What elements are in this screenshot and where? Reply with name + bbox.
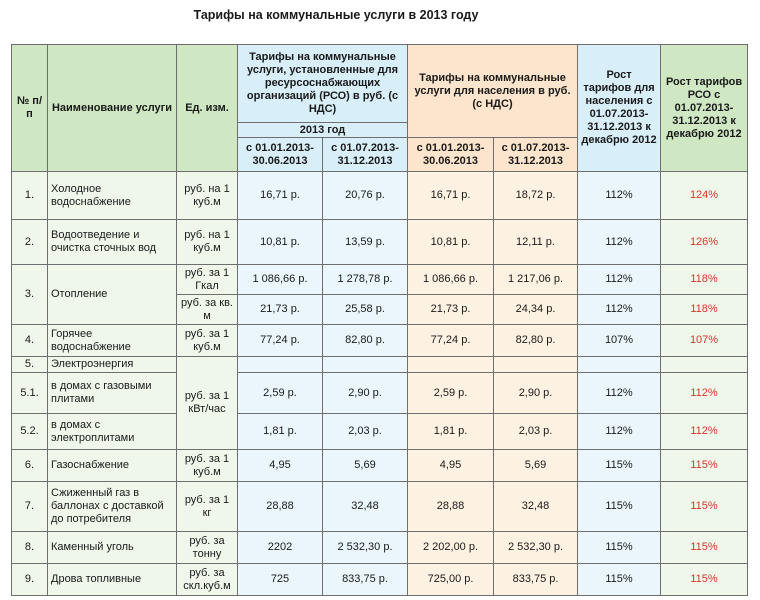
row-growth-pop: 112% [578,373,661,414]
row-rso2: 1 278,78 р. [323,265,408,295]
row-pop2: 833,75 р. [494,564,578,596]
row-growth-pop [578,357,661,373]
row-rso1: 1,81 р. [238,414,323,450]
row-name: Дрова топливные [48,564,177,596]
header-pop-period1: с 01.01.2013-30.06.2013 [408,138,494,172]
row-pop2: 2 532,30 р. [494,532,578,564]
row-rso2: 2,03 р. [323,414,408,450]
row-pop1: 4,95 [408,450,494,482]
row-no: 9. [12,564,48,596]
row-rso2: 82,80 р. [323,325,408,357]
row-rso2: 13,59 р. [323,220,408,265]
row-rso1: 77,24 р. [238,325,323,357]
row-no: 5. [12,357,48,373]
row-unit: руб. на 1 куб.м [177,172,238,220]
header-rso-group: Тарифы на коммунальные услуги, установленные для ресурсоснабжающих организаций (РСО) в руб. (с НДС) [238,45,408,123]
row-growth-pop: 112% [578,220,661,265]
table-row [12,532,748,564]
row-pop2: 1 217,06 р. [494,265,578,295]
row-name: Отопление [48,265,177,325]
row-pop2 [494,357,578,373]
row-name: Газоснабжение [48,450,177,482]
row-rso1: 10,81 р. [238,220,323,265]
row-pop1: 10,81 р. [408,220,494,265]
row-rso1 [238,357,323,373]
row-growth-rso: 124% [661,172,748,220]
row-pop1: 28,88 [408,482,494,532]
row-rso2: 20,76 р. [323,172,408,220]
row-rso2 [323,357,408,373]
header-unit: Ед. изм. [177,45,238,172]
row-rso1: 28,88 [238,482,323,532]
table-row [12,265,748,295]
row-growth-rso: 107% [661,325,748,357]
row-pop1: 21,73 р. [408,295,494,325]
row-pop1: 77,24 р. [408,325,494,357]
row-rso1: 4,95 [238,450,323,482]
row-pop1: 1 086,66 р. [408,265,494,295]
row-name: Электроэнергия [48,357,177,373]
row-pop2: 12,11 р. [494,220,578,265]
row-no: 5.1. [12,373,48,414]
row-name: Холодное водоснабжение [48,172,177,220]
row-unit: руб. за кв. м [177,295,238,325]
row-name: Водоотведение и очистка сточных вод [48,220,177,265]
row-rso1: 16,71 р. [238,172,323,220]
header-growth-rso: Рост тарифов РСО с 01.07.2013-31.12.2013 к декабрю 2012 [661,45,748,172]
row-unit: руб. за 1 кВт/час [177,357,238,450]
header-growth-pop: Рост тарифов для населения с 01.07.2013-31.12.2013 к декабрю 2012 [578,45,661,172]
header-year: 2013 год [238,123,408,138]
row-growth-pop: 115% [578,482,661,532]
row-growth-rso: 112% [661,414,748,450]
row-rso2: 2,90 р. [323,373,408,414]
row-no: 8. [12,532,48,564]
row-growth-rso: 115% [661,482,748,532]
table-row [12,482,748,532]
table-row [12,373,748,414]
row-unit: руб. за тонну [177,532,238,564]
row-growth-pop: 112% [578,295,661,325]
row-growth-rso: 115% [661,532,748,564]
row-rso1: 725 [238,564,323,596]
row-pop1: 725,00 р. [408,564,494,596]
row-pop2: 2,03 р. [494,414,578,450]
row-pop1: 2,59 р. [408,373,494,414]
row-rso1: 1 086,66 р. [238,265,323,295]
row-growth-pop: 112% [578,172,661,220]
row-rso2: 833,75 р. [323,564,408,596]
row-rso1: 2,59 р. [238,373,323,414]
row-pop1: 2 202,00 р. [408,532,494,564]
row-growth-pop: 107% [578,325,661,357]
page-title: Тарифы на коммунальные услуги в 2013 году [193,8,479,22]
row-no: 4. [12,325,48,357]
row-unit: руб. за 1 куб.м [177,325,238,357]
row-pop2: 18,72 р. [494,172,578,220]
row-growth-rso [661,357,748,373]
row-name: Сжиженный газ в баллонах с доставкой до потребителя [48,482,177,532]
table-row [12,172,748,220]
row-name: в домах с газовыми плитами [48,373,177,414]
header-pop-group: Тарифы на коммунальные услуги для населения в руб. (с НДС) [408,45,578,138]
header-pop-period2: с 01.07.2013-31.12.2013 [494,138,578,172]
row-growth-pop: 115% [578,532,661,564]
row-no: 2. [12,220,48,265]
row-no: 7. [12,482,48,532]
row-growth-pop: 115% [578,450,661,482]
row-pop1 [408,357,494,373]
tariff-table [11,44,748,596]
header-no: № п/п [12,45,48,172]
table-row [12,357,748,373]
row-unit: руб. за 1 кг [177,482,238,532]
row-rso2: 32,48 [323,482,408,532]
table-row [12,414,748,450]
row-growth-rso: 118% [661,265,748,295]
row-pop2: 24,34 р. [494,295,578,325]
row-growth-pop: 115% [578,564,661,596]
table-row [12,450,748,482]
row-growth-rso: 126% [661,220,748,265]
table-row [12,325,748,357]
row-no: 1. [12,172,48,220]
row-pop2: 32,48 [494,482,578,532]
row-unit: руб. за 1 куб.м [177,450,238,482]
row-growth-rso: 118% [661,295,748,325]
row-name: в домах с электроплитами [48,414,177,450]
row-unit: руб. за 1 Гкал [177,265,238,295]
row-rso1: 21,73 р. [238,295,323,325]
row-growth-rso: 115% [661,450,748,482]
table-row [12,220,748,265]
row-name: Каменный уголь [48,532,177,564]
row-rso2: 25,58 р. [323,295,408,325]
row-growth-pop: 112% [578,414,661,450]
row-rso2: 5,69 [323,450,408,482]
header-rso-period2: с 01.07.2013-31.12.2013 [323,138,408,172]
row-unit: руб. за скл.куб.м [177,564,238,596]
row-pop1: 1,81 р. [408,414,494,450]
row-unit: руб. на 1 куб.м [177,220,238,265]
row-rso1: 2202 [238,532,323,564]
row-no: 6. [12,450,48,482]
row-no: 5.2. [12,414,48,450]
row-growth-rso: 112% [661,373,748,414]
header-name: Наименование услуги [48,45,177,172]
table-row [12,564,748,596]
header-rso-period1: с 01.01.2013-30.06.2013 [238,138,323,172]
row-name: Горячее водоснабжение [48,325,177,357]
row-pop1: 16,71 р. [408,172,494,220]
row-growth-rso: 115% [661,564,748,596]
row-rso2: 2 532,30 р. [323,532,408,564]
row-growth-pop: 112% [578,265,661,295]
row-no: 3. [12,265,48,325]
row-pop2: 5,69 [494,450,578,482]
row-pop2: 82,80 р. [494,325,578,357]
row-pop2: 2,90 р. [494,373,578,414]
